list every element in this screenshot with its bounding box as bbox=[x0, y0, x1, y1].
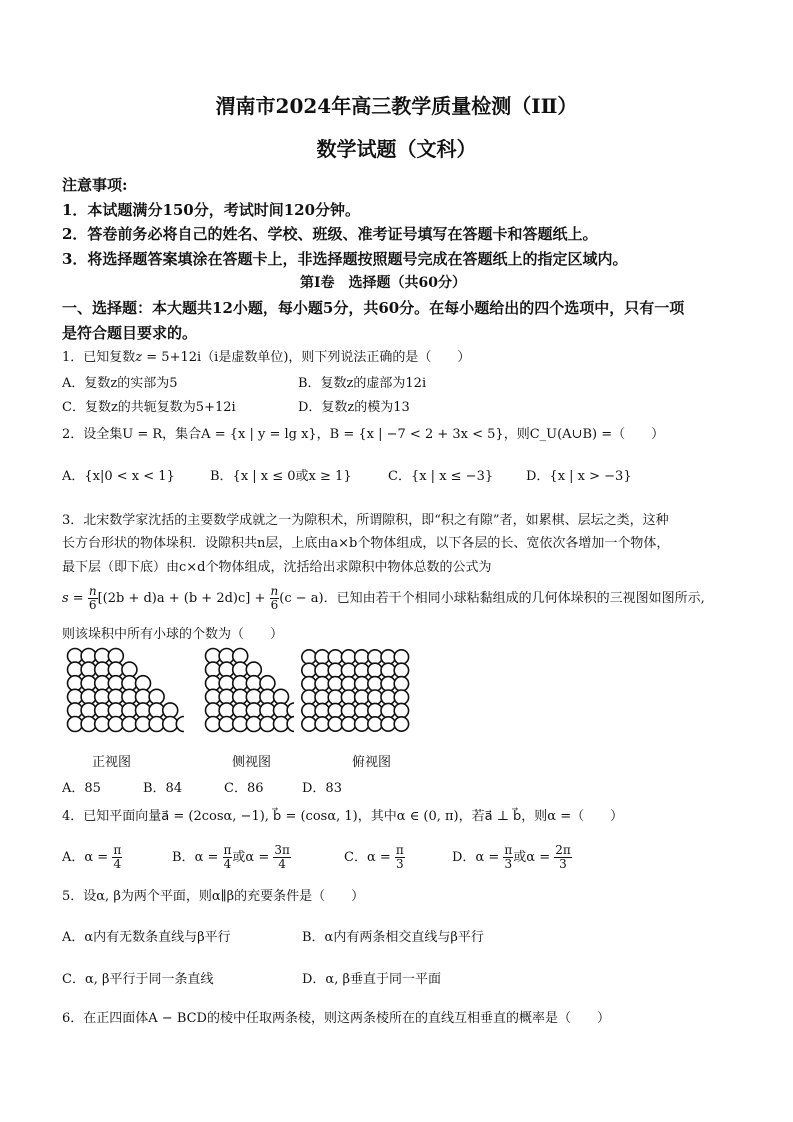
q4-option-d bbox=[452, 843, 572, 873]
q5-option-c: C．α, β平行于同一条直线 bbox=[62, 972, 214, 987]
side-view-ball bbox=[219, 703, 234, 718]
front-view-ball bbox=[108, 703, 123, 718]
q3-formula-s: s = bbox=[62, 591, 84, 606]
q1-option-c: C．复数z的共轭复数为5+12i bbox=[62, 400, 236, 415]
q4-b-num2: 3π bbox=[274, 843, 290, 857]
side-view-ball bbox=[260, 689, 275, 704]
caption-top-view: 俯视图 bbox=[352, 755, 392, 770]
q4-d-den: 3 bbox=[504, 857, 513, 871]
q4-b-den: 4 bbox=[223, 857, 232, 871]
front-view-ball bbox=[81, 689, 96, 704]
top-view-ball bbox=[355, 650, 369, 664]
front-view-ball bbox=[149, 703, 164, 718]
top-view-ball bbox=[315, 703, 329, 717]
q4-a-label: A． bbox=[62, 850, 85, 865]
q1-stem-var: z bbox=[135, 350, 143, 365]
q4-d-frac bbox=[503, 844, 513, 871]
side-view-ball bbox=[246, 662, 261, 677]
front-view-ball bbox=[108, 689, 123, 704]
q4-b-frac bbox=[223, 844, 233, 871]
front-view-ball bbox=[163, 717, 178, 732]
side-view-ball bbox=[274, 689, 289, 704]
front-view-ball bbox=[163, 703, 178, 718]
side-view-ball bbox=[233, 676, 248, 691]
top-view-ball bbox=[368, 690, 382, 704]
q4-option-c bbox=[344, 843, 405, 873]
notice-item-3: 3．将选择题答案填涂在答题卡上，非选择题按照题号完成在答题纸上的指定区域内。 bbox=[62, 250, 628, 268]
caption-side-view: 侧视图 bbox=[232, 755, 272, 770]
q4-d-or: 或α = bbox=[513, 850, 551, 865]
side-view-ball bbox=[206, 689, 221, 704]
front-view-figure bbox=[66, 646, 184, 736]
q3-formula-frac-2 bbox=[270, 585, 280, 612]
side-view-ball bbox=[219, 649, 234, 664]
side-view-ball bbox=[219, 689, 234, 704]
front-view-ball bbox=[149, 689, 164, 704]
side-view-ball bbox=[246, 703, 261, 718]
q4-c-den: 3 bbox=[396, 857, 404, 871]
notice-item-2: 2．答卷前务必将自己的姓名、学校、班级、准考证号填写在答题卡和答题纸上。 bbox=[62, 225, 598, 243]
front-view-ball bbox=[81, 662, 96, 677]
top-view-ball bbox=[394, 690, 408, 704]
q4-a-num: π bbox=[113, 843, 122, 857]
q2-option-d: D．{x | x > −3} bbox=[526, 469, 632, 484]
q2-option-c: C．{x | x ≤ −3} bbox=[388, 469, 494, 484]
side-view-ball bbox=[246, 676, 261, 691]
q4-c-label: C． bbox=[344, 850, 367, 865]
side-view-ball bbox=[246, 689, 261, 704]
q3-option-a: A．85 bbox=[62, 781, 101, 796]
front-view-ball bbox=[136, 689, 151, 704]
top-view-ball bbox=[381, 690, 395, 704]
q3-formula bbox=[62, 585, 705, 613]
q4-b-or: 或α = bbox=[232, 850, 270, 865]
q4-a-den: 4 bbox=[113, 857, 122, 871]
top-view-ball bbox=[302, 703, 316, 717]
top-view-ball bbox=[355, 690, 369, 704]
q1-option-d: D．复数z的模为13 bbox=[298, 400, 410, 415]
q6-stem: 6．在正四面体A − BCD的棱中任取两条棱，则这两条棱所在的直线互相垂直的概率是（ ） bbox=[62, 1011, 610, 1026]
q4-c-num: π bbox=[395, 843, 404, 857]
top-view-ball bbox=[328, 717, 342, 731]
side-view-ball bbox=[274, 717, 289, 732]
q1-stem-a: 1．已知复数 bbox=[62, 350, 136, 365]
q3-formula-mid: [(2b + d)a + (b + 2d)c] + bbox=[97, 591, 266, 606]
top-view-ball bbox=[355, 663, 369, 677]
q3-line-3: 最下层（即下底）由c×d个物体组成，沈括给出求隙积中物体总数的公式为 bbox=[62, 560, 492, 575]
front-view-ball bbox=[122, 717, 137, 732]
q4-c-var: α = bbox=[366, 850, 391, 865]
q3-frac1-den: 6 bbox=[88, 598, 97, 612]
top-view-ball bbox=[368, 663, 382, 677]
q5-option-b: B．α内有两条相交直线与β平行 bbox=[302, 930, 484, 945]
top-view-ball bbox=[315, 663, 329, 677]
top-view-ball bbox=[315, 677, 329, 691]
top-view-ball bbox=[381, 677, 395, 691]
top-view-ball bbox=[302, 690, 316, 704]
side-view-ball bbox=[206, 703, 221, 718]
top-view-ball bbox=[355, 703, 369, 717]
side-view-ball bbox=[206, 649, 221, 664]
side-view-ball bbox=[260, 703, 275, 718]
side-view-ball bbox=[287, 703, 294, 718]
front-view-ball bbox=[95, 649, 110, 664]
q2-stem: 2．设全集U = R，集合A = {x | y = lg x}，B = {x | −7 < 2 + 3x < 5}，则C_U(A∪B) =（ ） bbox=[62, 427, 665, 442]
top-view-ball bbox=[368, 677, 382, 691]
front-view-ball bbox=[136, 676, 151, 691]
page-title: 渭南市2024年高三教学质量检测（IⅡ） bbox=[215, 94, 578, 118]
side-view-ball bbox=[206, 662, 221, 677]
top-view-ball bbox=[328, 703, 342, 717]
section-instruction-2: 是符合题目要求的。 bbox=[62, 324, 198, 342]
top-view-ball bbox=[355, 677, 369, 691]
q2-option-a: A．{x|0 < x < 1} bbox=[62, 469, 175, 484]
top-view-ball bbox=[302, 650, 316, 664]
front-view-ball bbox=[149, 717, 164, 732]
front-view-ball bbox=[95, 689, 110, 704]
front-view-ball bbox=[108, 662, 123, 677]
q3-line-5: 则该垛积中所有小球的个数为（ ） bbox=[62, 627, 284, 642]
q5-stem: 5．设α, β为两个平面，则α∥β的充要条件是（ ） bbox=[62, 889, 365, 904]
front-view-ball bbox=[68, 703, 83, 718]
front-view-ball bbox=[81, 717, 96, 732]
top-view-ball bbox=[381, 703, 395, 717]
q3-line-2: 长方台形状的物体垛积．设隙积共n层，上底由a×b个物体组成，以下各层的长、宽依次各增加一个物体， bbox=[62, 536, 670, 551]
top-view-ball bbox=[341, 703, 355, 717]
top-view-figure bbox=[300, 648, 410, 738]
q1-stem bbox=[62, 346, 470, 365]
q4-b-frac-2 bbox=[273, 844, 291, 871]
front-view-ball bbox=[68, 717, 83, 732]
top-view-ball bbox=[341, 717, 355, 731]
q5-option-d: D．α, β垂直于同一平面 bbox=[302, 972, 441, 987]
q2-option-b: B．{x | x ≤ 0或x ≥ 1} bbox=[210, 469, 352, 484]
q3-option-d: D．83 bbox=[302, 781, 342, 796]
front-view-ball bbox=[176, 717, 184, 732]
top-view-ball bbox=[394, 717, 408, 731]
side-view-ball bbox=[206, 676, 221, 691]
top-view-ball bbox=[328, 690, 342, 704]
front-view-ball bbox=[95, 662, 110, 677]
q4-d-label: D． bbox=[452, 850, 476, 865]
top-view-ball bbox=[315, 650, 329, 664]
top-view-ball bbox=[328, 677, 342, 691]
notice-heading: 注意事项: bbox=[62, 176, 128, 194]
q3-frac1-num: n bbox=[88, 584, 97, 598]
top-view-ball bbox=[341, 663, 355, 677]
side-view-ball bbox=[233, 662, 248, 677]
front-view-ball bbox=[108, 649, 123, 664]
caption-front-view: 正视图 bbox=[92, 755, 132, 770]
top-view-ball bbox=[355, 717, 369, 731]
front-view-ball bbox=[68, 676, 83, 691]
q3-formula-frac-1 bbox=[88, 585, 98, 612]
q3-option-b: B．84 bbox=[143, 781, 183, 796]
front-view-ball bbox=[68, 662, 83, 677]
q4-c-frac bbox=[395, 844, 405, 871]
notice-item-1: 1．本试题满分150分，考试时间120分钟。 bbox=[62, 201, 361, 219]
top-view-ball bbox=[341, 690, 355, 704]
top-view-ball bbox=[315, 690, 329, 704]
q4-a-frac bbox=[112, 844, 122, 871]
q4-a-var: α = bbox=[84, 850, 109, 865]
front-view-ball bbox=[122, 676, 137, 691]
q4-d-num2: 2π bbox=[555, 843, 571, 857]
front-view-ball bbox=[95, 703, 110, 718]
q3-frac2-num: n bbox=[270, 584, 279, 598]
q3-option-c: C．86 bbox=[224, 781, 264, 796]
top-view-ball bbox=[394, 650, 408, 664]
side-view-ball bbox=[274, 703, 289, 718]
top-view-ball bbox=[381, 650, 395, 664]
top-view-ball bbox=[394, 677, 408, 691]
front-view-ball bbox=[81, 676, 96, 691]
front-view-ball bbox=[81, 649, 96, 664]
front-view-ball bbox=[108, 676, 123, 691]
q4-d-num: π bbox=[504, 843, 513, 857]
q4-d-frac-2 bbox=[554, 844, 572, 871]
front-view-ball bbox=[122, 689, 137, 704]
top-view-ball bbox=[302, 717, 316, 731]
q4-b-num: π bbox=[223, 843, 232, 857]
side-view-ball bbox=[260, 717, 275, 732]
front-view-ball bbox=[68, 649, 83, 664]
front-view-ball bbox=[108, 717, 123, 732]
side-view-ball bbox=[260, 676, 275, 691]
q4-option-a bbox=[62, 843, 122, 873]
top-view-ball bbox=[381, 717, 395, 731]
side-view-figure bbox=[204, 646, 294, 736]
q3-formula-end: (c − a)．已知由若干个相同小球粘黏组成的几何体垛积的三视图如图所示, bbox=[279, 591, 705, 606]
q5-option-a: A．α内有无数条直线与β平行 bbox=[62, 930, 231, 945]
q1-stem-b: （i是虚数单位)，则下列说法正确的是（ ） bbox=[201, 350, 471, 365]
side-view-ball bbox=[287, 717, 294, 732]
q4-option-b bbox=[172, 843, 291, 873]
front-view-ball bbox=[95, 676, 110, 691]
top-view-ball bbox=[394, 663, 408, 677]
top-view-ball bbox=[341, 677, 355, 691]
front-view-ball bbox=[136, 703, 151, 718]
side-view-ball bbox=[246, 717, 261, 732]
top-view-ball bbox=[394, 703, 408, 717]
side-view-ball bbox=[219, 662, 234, 677]
top-view-ball bbox=[328, 650, 342, 664]
page-subtitle: 数学试题（文科） bbox=[316, 137, 477, 161]
side-view-ball bbox=[219, 676, 234, 691]
side-view-ball bbox=[219, 717, 234, 732]
top-view-ball bbox=[368, 703, 382, 717]
front-view-ball bbox=[122, 703, 137, 718]
front-view-ball bbox=[95, 717, 110, 732]
q4-stem: 4．已知平面向量a⃗ = (2cosα, −1), b⃗ = (cosα, 1)，其中α ∈ (0, π)，若a⃗ ⊥ b⃗，则α =（ ） bbox=[62, 809, 624, 824]
q3-frac2-den: 6 bbox=[270, 598, 279, 612]
top-view-ball bbox=[302, 677, 316, 691]
side-view-ball bbox=[233, 703, 248, 718]
q4-b-label: B． bbox=[172, 850, 195, 865]
q4-d-var: α = bbox=[475, 850, 500, 865]
top-view-ball bbox=[368, 717, 382, 731]
section-title: 第Ⅰ卷 选择题（共60分） bbox=[300, 275, 467, 291]
side-view-ball bbox=[206, 717, 221, 732]
top-view-ball bbox=[315, 717, 329, 731]
front-view-ball bbox=[81, 703, 96, 718]
top-view-ball bbox=[381, 663, 395, 677]
top-view-ball bbox=[328, 663, 342, 677]
q4-b-den2: 4 bbox=[278, 857, 286, 871]
q1-stem-eq: = 5+12i bbox=[142, 350, 202, 365]
front-view-ball bbox=[136, 717, 151, 732]
q4-d-den2: 3 bbox=[559, 857, 567, 871]
side-view-ball bbox=[233, 689, 248, 704]
section-instruction-1: 一、选择题：本大题共12小题，每小题5分，共60分。在每小题给出的四个选项中，只有一项 bbox=[62, 299, 685, 317]
q3-line-1: 3．北宋数学家沈括的主要数学成就之一为隙积术，所谓隙积，即“积之有隙”者，如累棋、层坛之类，这种 bbox=[62, 513, 669, 528]
side-view-ball bbox=[233, 649, 248, 664]
front-view-ball bbox=[122, 662, 137, 677]
top-view-ball bbox=[368, 650, 382, 664]
top-view-ball bbox=[341, 650, 355, 664]
q4-b-var: α = bbox=[194, 850, 219, 865]
top-view-ball bbox=[302, 663, 316, 677]
front-view-ball bbox=[68, 689, 83, 704]
q1-option-b: B．复数z的虚部为12i bbox=[298, 376, 427, 391]
q1-option-a: A．复数z的实部为5 bbox=[62, 376, 178, 391]
side-view-ball bbox=[233, 717, 248, 732]
